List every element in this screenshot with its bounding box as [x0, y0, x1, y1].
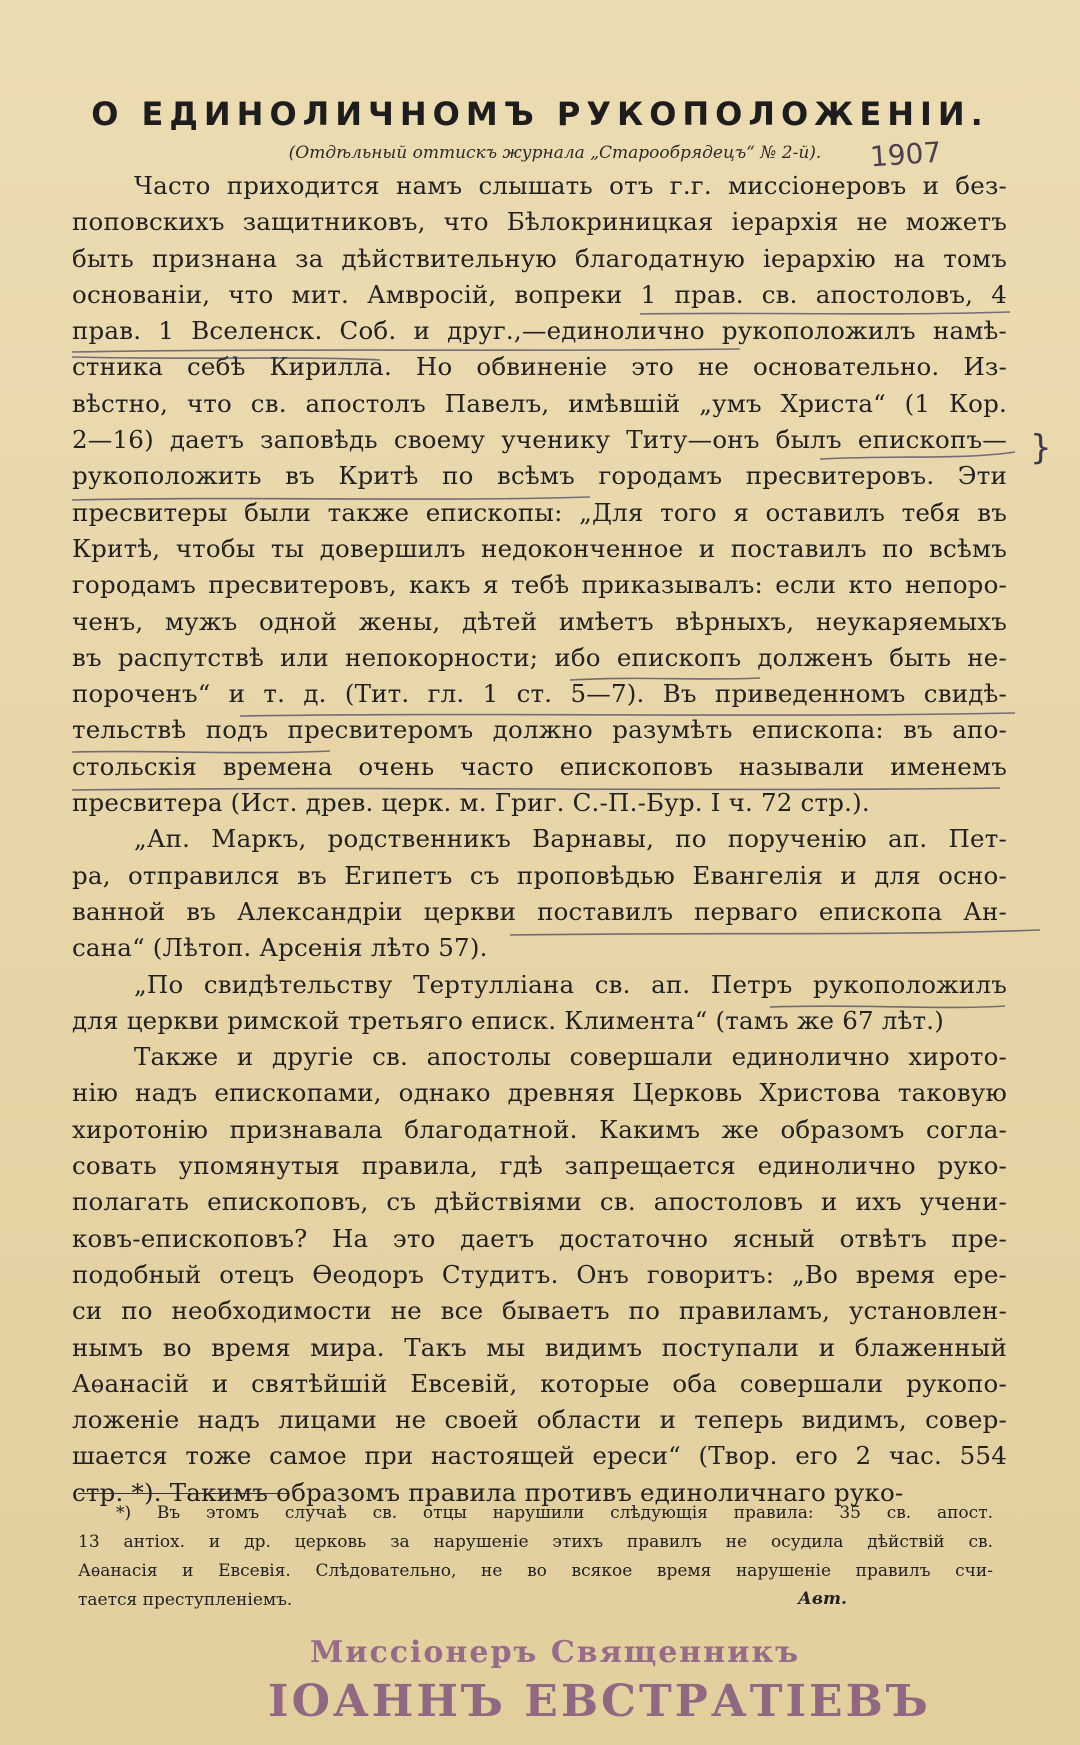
handwritten-year: 1907: [868, 135, 943, 174]
body-line: „По свидѣтельству Тертулліана св. ап. Петръ рукоположилъ: [134, 969, 1007, 999]
body-line: ложеніе надъ лицами не своей области и теперь видимъ, совер-: [72, 1405, 1007, 1435]
body-line: рукоположить въ Критѣ по всѣмъ городамъ пресвитеровъ. Эти: [72, 461, 1007, 491]
body-line: городамъ пресвитеровъ, какъ я тебѣ приказывалъ: если кто непоро-: [72, 570, 1007, 600]
body-line: Аѳанасій и святѣйшій Евсевій, которые оба совершали рукопо-: [72, 1368, 1007, 1398]
body-line: нію надъ епископами, однако древняя Церковь Христова таковую: [72, 1078, 1007, 1108]
body-line: стр. *). Такимъ образомъ правила противъ единоличнаго руко-: [72, 1477, 904, 1507]
body-line: пресвитера (Ист. древ. церк. м. Григ. С.-П.-Бур. I ч. 72 стр.).: [72, 788, 870, 818]
footnote-line: Аѳанасія и Евсевія. Слѣдовательно, не во всякое время нарушеніе правилъ счи-: [78, 1561, 993, 1581]
body-line: стольскія времена очень часто епископовъ называли именемъ: [72, 751, 1007, 781]
body-line: въ распутствѣ или непокорности; ибо епископъ долженъ быть не-: [72, 642, 1007, 672]
body-line: вѣстно, что св. апостолъ Павелъ, имѣвшій „умъ Христа“ (1 Кор.: [72, 388, 1007, 418]
body-line: шается тоже самое при настоящей ереси“ (Твор. его 2 час. 554: [72, 1441, 1007, 1471]
body-line: Критѣ, чтобы ты довершилъ недоконченное и поставилъ по всѣмъ: [72, 533, 1007, 563]
body-line: си по необходимости не все бываетъ по правиламъ, установлен-: [72, 1296, 1007, 1326]
footnote: [78, 1499, 993, 1615]
body-line: Также и другіе св. апостолы совершали единолично хирото-: [134, 1042, 1007, 1072]
footnote-line: *) Въ этомъ случаѣ св. отцы нарушили слѣдующія правила: 35 св. апост.: [116, 1503, 993, 1523]
body-line: основаніи, что мит. Амвросій, вопреки 1 прав. св. апостоловъ, 4: [72, 279, 1007, 309]
body-line: ченъ, мужъ одной жены, дѣтей имѣетъ вѣрныхъ, неукаряемыхъ: [72, 606, 1007, 636]
body-line: 2—16) даетъ заповѣдь своему ученику Титу—онъ былъ епископъ—: [72, 425, 1007, 455]
body-line: нымъ во время мира. Такъ мы видимъ поступали и блаженный: [72, 1332, 1007, 1362]
stamp-title: Миссіонеръ Священникъ: [310, 1635, 801, 1670]
footnote-line: тается преступленіемъ.: [78, 1590, 293, 1610]
body-line: сана“ (Лѣтоп. Арсенія лѣто 57).: [72, 933, 488, 963]
body-line: подобный отецъ Ѳеодоръ Студитъ. Онъ говоритъ: „Во время ере-: [72, 1259, 1007, 1289]
body-line: ковъ-епископовъ? На это даетъ достаточно ясный отвѣтъ пре-: [72, 1223, 1007, 1253]
body-line: ванной въ Александріи церкви поставилъ перваго епископа Ан-: [72, 896, 1007, 926]
footnote-line: 13 антіох. и др. церковь за нарушеніе этихъ правилъ не осудила дѣйствій св.: [78, 1532, 993, 1552]
body-line: стника себѣ Кирилла. Но обвиненіе это не основательно. Из-: [72, 352, 1007, 382]
margin-bracket-mark: }: [1030, 428, 1052, 468]
footnote-divider: [78, 1493, 288, 1494]
body-line: хиротонію признавала благодатной. Какимъ же образомъ согла-: [72, 1114, 1007, 1144]
body-line: ра, отправился въ Египетъ съ проповѣдью Евангелія и для осно-: [72, 860, 1007, 890]
body-line: для церкви римской третьяго еписк. Климента“ (тамъ же 67 лѣт.): [72, 1005, 945, 1035]
stamp-name: ІОАННЪ ЕВСТРАТІЕВЪ: [268, 1676, 931, 1727]
body-line: полагать епископовъ, съ дѣйствіями св. апостоловъ и ихъ учени-: [72, 1187, 1007, 1217]
body-text: [72, 168, 1007, 1511]
body-line: пресвитеры были также епископы: „Для того я оставилъ тебя въ: [72, 497, 1007, 527]
body-line: быть признана за дѣйствительную благодатную іерархію на томъ: [72, 243, 1007, 273]
footnote-author: Авт.: [798, 1589, 847, 1609]
body-line: прав. 1 Вселенск. Соб. и друг.,—единолично рукоположилъ намѣ-: [72, 316, 1007, 346]
body-line: Часто приходится намъ слышать отъ г.г. миссіонеровъ и без-: [134, 171, 1007, 200]
body-line: „Ап. Маркъ, родственникъ Варнавы, по порученію ап. Пет-: [134, 824, 1007, 854]
document-subtitle: (Отдѣльный оттискъ журнала „Старообрядецъ“ № 2-й).: [288, 143, 822, 163]
document-title: О ЕДИНОЛИЧНОМЪ РУКОПОЛОЖЕНІИ.: [91, 95, 989, 133]
body-line: совать упомянутыя правила, гдѣ запрещается единолично руко-: [72, 1151, 1007, 1181]
body-line: тельствѣ подъ пресвитеромъ должно разумѣть епископа: въ апо-: [72, 715, 1007, 745]
body-line: поповскихъ защитниковъ, что Бѣлокриницкая іерархія не можетъ: [72, 207, 1007, 237]
body-line: пороченъ“ и т. д. (Тит. гл. 1 ст. 5—7). Въ приведенномъ свидѣ-: [72, 679, 1007, 709]
